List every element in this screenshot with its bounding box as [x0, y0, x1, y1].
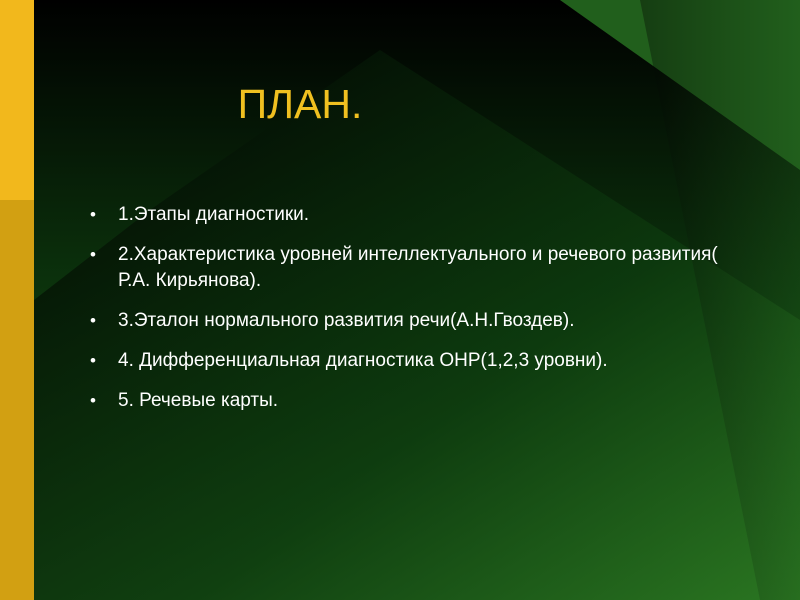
bullet-text: 5. Речевые карты. [118, 390, 279, 411]
bullet-item [90, 242, 740, 294]
left-accent-bar-bottom [0, 200, 34, 600]
bullet-item [90, 348, 740, 374]
bullet-text: 3.Эталон нормального развития речи(А.Н.Гвоздев). [118, 310, 575, 331]
bullet-dot-icon: • [90, 205, 96, 224]
left-accent-bar-top [0, 0, 34, 200]
bullet-text: 2.Характеристика уровней интеллектуального и речевого развития( Р.А. Кирьянова). [118, 244, 718, 291]
bullet-item [90, 308, 740, 334]
bullet-list [90, 202, 740, 428]
bullet-dot-icon: • [90, 311, 96, 330]
bullet-text: 4. Дифференциальная диагностика ОНР(1,2,3 уровни). [118, 350, 608, 371]
bullet-item [90, 202, 740, 228]
bullet-item [90, 388, 740, 414]
bullet-dot-icon: • [90, 351, 96, 370]
bullet-dot-icon: • [90, 391, 96, 410]
bullet-dot-icon: • [90, 245, 96, 264]
slide-title: ПЛАН. [237, 81, 363, 127]
bullet-text: 1.Этапы диагностики. [118, 204, 310, 225]
